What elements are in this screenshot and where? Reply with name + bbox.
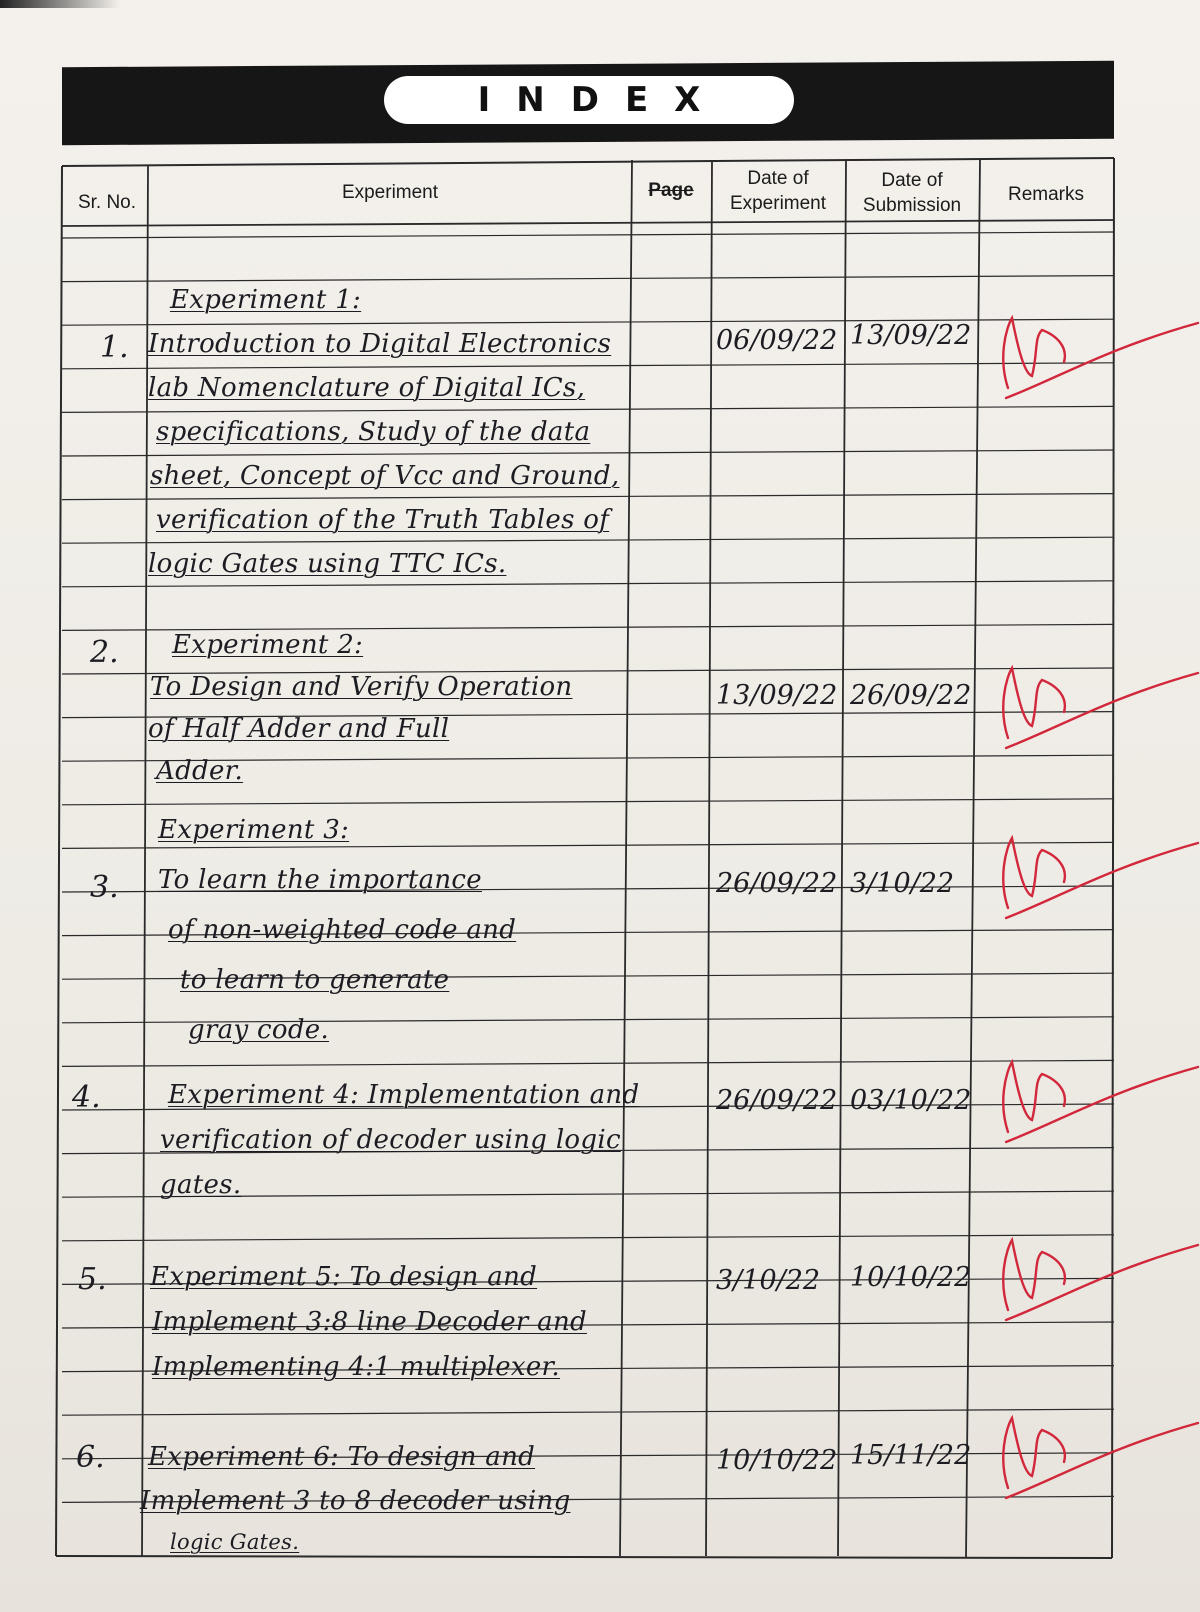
row-date-of-submission: 26/09/22	[850, 680, 972, 711]
row-rule	[62, 1060, 1114, 1066]
row-date-of-submission: 13/09/22	[850, 320, 972, 351]
row-date-of-submission: 03/10/22	[850, 1085, 972, 1116]
col-header-experiment: Experiment	[341, 182, 439, 203]
row-rule	[62, 450, 1114, 456]
row-experiment-line: sheet, Concept of Vcc and Ground,	[150, 461, 620, 491]
remark-signature-mark	[1003, 838, 1198, 918]
row-experiment-line: gray code.	[188, 1015, 330, 1045]
row-experiment-line: To Design and Verify Operation	[150, 672, 573, 702]
row-experiment-line: Experiment 1:	[170, 285, 362, 315]
row-experiment-line: logic Gates.	[170, 1530, 300, 1554]
row-experiment-line: lab Nomenclature of Digital ICs,	[148, 373, 586, 403]
row-date-of-experiment: 26/09/22	[716, 868, 838, 899]
row-experiment-line: of Half Adder and Full	[148, 714, 450, 744]
column-divider	[966, 160, 980, 1558]
row-rule	[62, 406, 1114, 412]
row-experiment-line: Adder.	[156, 756, 244, 786]
row-sr-no: 6.	[76, 1440, 105, 1475]
row-experiment-line: Experiment 4: Implementation and	[168, 1080, 640, 1110]
row-date-of-experiment: 06/09/22	[716, 325, 838, 356]
row-experiment-line: Experiment 5: To design and	[150, 1262, 538, 1292]
col-header-sr-no: Sr. No.	[77, 192, 137, 213]
row-experiment-line: Experiment 2:	[172, 630, 364, 660]
col-header-date-of-submission-line1: Date of	[881, 170, 943, 191]
row-experiment-line: Implement 3:8 line Decoder and	[152, 1307, 587, 1337]
row-experiment-line: Implement 3 to 8 decoder using	[140, 1486, 571, 1516]
row-experiment-line: to learn to generate	[180, 965, 450, 995]
remark-signature-mark	[1003, 1062, 1198, 1142]
remark-signature-mark	[1003, 668, 1198, 748]
row-experiment-line: Experiment 6: To design and	[148, 1442, 536, 1472]
row-rule	[62, 799, 1114, 805]
row-experiment-line: verification of the Truth Tables of	[156, 505, 610, 535]
remark-signature-mark	[1003, 1418, 1198, 1498]
row-experiment-line: Introduction to Digital Electronics	[148, 329, 612, 359]
row-experiment-line: Implementing 4:1 multiplexer.	[152, 1352, 560, 1382]
row-sr-no: 5.	[78, 1262, 107, 1297]
header-divider	[62, 220, 1114, 226]
table-left-border	[56, 166, 62, 1556]
column-divider	[838, 160, 846, 1556]
row-date-of-experiment: 3/10/22	[716, 1265, 821, 1296]
row-sr-no: 3.	[90, 870, 119, 905]
row-sr-no: 4.	[72, 1080, 101, 1115]
row-experiment-line: logic Gates using TTC ICs.	[148, 549, 507, 579]
col-header-date-of-submission-line2: Submission	[862, 195, 962, 216]
col-header-date-of-experiment-line2: Experiment	[729, 193, 827, 214]
row-rule	[62, 1235, 1114, 1241]
row-rule	[62, 232, 1114, 238]
row-date-of-submission: 10/10/22	[850, 1262, 972, 1293]
row-date-of-experiment: 26/09/22	[716, 1085, 838, 1116]
row-date-of-submission: 15/11/22	[850, 1440, 972, 1471]
row-sr-no: 1.	[100, 330, 129, 365]
row-experiment-line: of non-weighted code and	[168, 915, 517, 945]
column-divider	[620, 160, 632, 1556]
row-rule	[62, 581, 1114, 587]
column-divider	[706, 160, 712, 1556]
table-bottom-border	[56, 1556, 1112, 1558]
row-rule	[62, 537, 1114, 543]
row-experiment-line: verification of decoder using logic	[160, 1125, 621, 1155]
col-header-remarks: Remarks	[1007, 184, 1084, 205]
row-sr-no: 2.	[90, 635, 119, 670]
row-experiment-line: specifications, Study of the data	[156, 417, 591, 447]
remark-signature-mark	[1003, 318, 1198, 398]
row-date-of-experiment: 10/10/22	[716, 1445, 838, 1476]
row-rule	[62, 363, 1114, 369]
row-date-of-submission: 3/10/22	[850, 868, 955, 899]
row-experiment-line: To learn the importance	[158, 865, 482, 895]
row-experiment-line: Experiment 3:	[158, 815, 350, 845]
table-right-border	[1112, 158, 1114, 1558]
col-header-page: Page	[648, 180, 694, 201]
remark-signature-mark	[1003, 1240, 1198, 1320]
row-rule	[62, 494, 1114, 500]
row-experiment-line: gates.	[160, 1170, 242, 1200]
index-title: INDEX	[477, 80, 727, 120]
table-top-border	[62, 158, 1114, 166]
row-date-of-experiment: 13/09/22	[716, 680, 838, 711]
col-header-date-of-experiment-line1: Date of	[747, 168, 809, 189]
col-header-date-of-submission	[846, 168, 978, 218]
row-rule	[62, 276, 1114, 282]
row-rule	[62, 1409, 1114, 1415]
col-header-date-of-experiment	[712, 166, 844, 216]
